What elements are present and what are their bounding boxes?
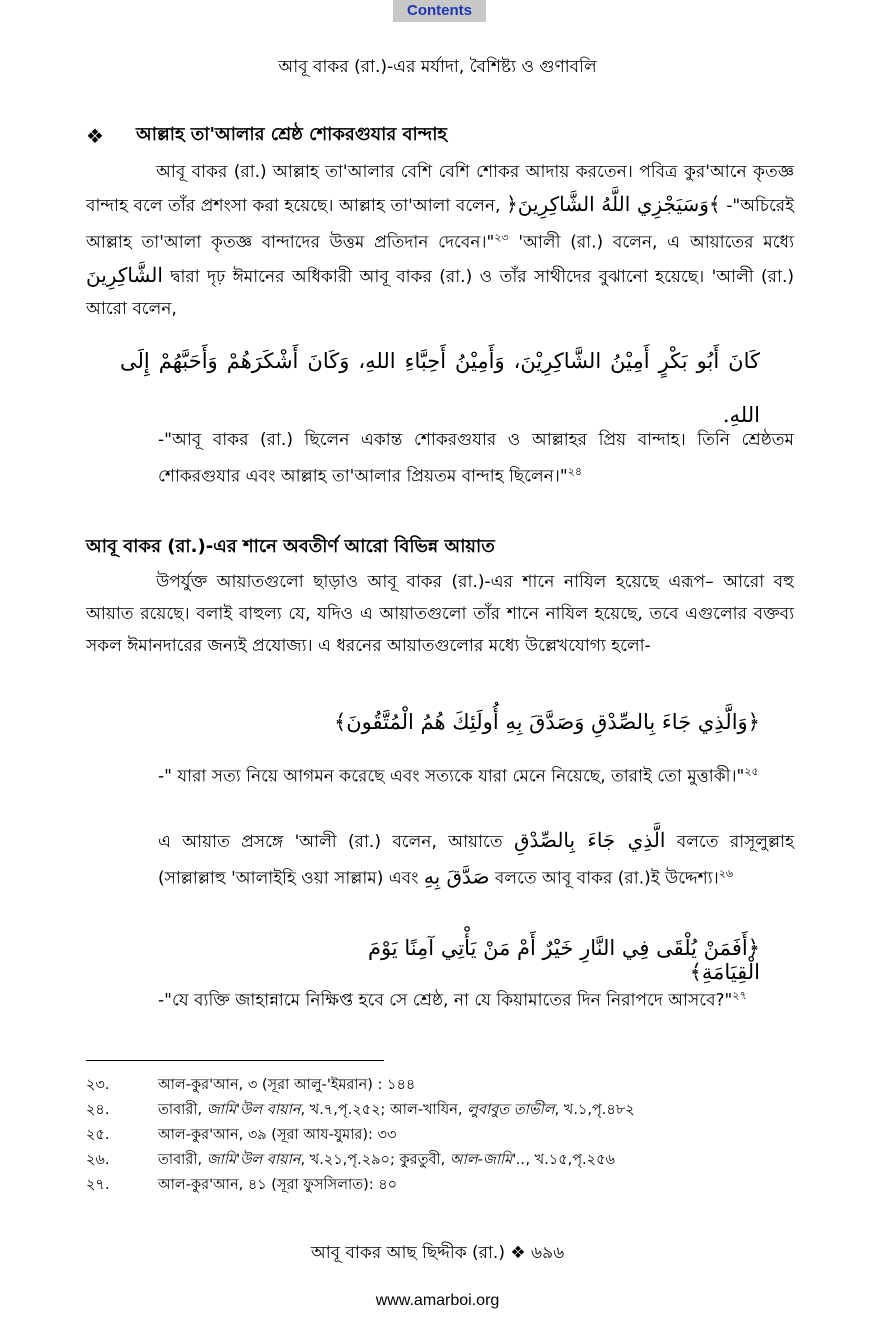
- arabic-verse: ﴿أَفَمَنْ يُلْقَى فِي النَّارِ خَيْرٌ أَمْ مَنْ يَأْتِي آمِنًا يَوْمَ الْقِيَامَةِ﴾: [367, 936, 760, 984]
- text: এ আয়াত প্রসঙ্গে 'আলী (রা.) বলেন, আয়াতে: [158, 832, 514, 852]
- translation: [158, 980, 794, 1017]
- footnote-ref[interactable]: ২৫: [744, 765, 759, 778]
- footnote-text: আল-কুর'আন, ৩ (সূরা আলু-'ইমরান) : ১৪৪: [158, 1077, 416, 1093]
- footnote-number: ২৩.: [86, 1077, 110, 1093]
- section-heading-2: আবূ বাকর (রা.)-এর শানে অবতীর্ণ আরো বিভিন্ন আয়াত: [86, 536, 495, 557]
- text: -"যে ব্যক্তি জাহান্নামে নিক্ষিপ্ত হবে সে শ্রেষ্ঠ, না যে কিয়ামাতের দিন নিরাপদে আসবে?": [158, 990, 733, 1011]
- text: বলতে আবূ বাকর (রা.)ই উদ্দেশ্য।: [489, 868, 719, 889]
- footnote-text: তাবারী, জামি'উল বায়ান, খ.৭,পৃ.২৫২; আল-খাযিন, লুবাবুত তাভীল, খ.১,পৃ.৪৮২: [158, 1102, 635, 1118]
- page-footer: আবূ বাকর আছ ছিদ্দীক (রা.) ❖ ৬৯৬: [310, 1243, 565, 1263]
- footnote-ref[interactable]: ২৭: [732, 989, 747, 1002]
- translation: [158, 424, 794, 493]
- arabic-verse: ﴿وَالَّذِي جَاءَ بِالصِّدْقِ وَصَدَّقَ بِهِ أُولَئِكَ هُمُ الْمُتَّقُونَ﴾: [333, 710, 760, 734]
- arabic-verse: ﴿وَسَيَجْزِي اللَّهُ الشَّاكِرِينَ﴾: [506, 192, 721, 216]
- footnote: [86, 1174, 397, 1196]
- arabic-quote: كَانَ أَبُو بَكْرٍ أَمِيْنُ الشَّاكِرِيْنَ، وَأَمِيْنُ أَحِبَّاءِ اللهِ، وَكَانَ أَشْكَرَهُمْ وَأَحَبَّهُمْ إِلَى اللهِ.: [120, 349, 760, 427]
- footnote-number: ২৫.: [86, 1127, 110, 1143]
- text: 'আলী (রা.) বলেন, এ আয়াতের মধ্যে: [508, 232, 794, 253]
- arabic-word: الشَّاكِرِينَ: [86, 262, 163, 287]
- footnote: [86, 1074, 415, 1096]
- running-head: আবূ বাকর (রা.)-এর মর্যাদা, বৈশিষ্ট্য ও গুণাবলি: [278, 57, 597, 77]
- text: বলতে রাসূলুল্লাহ (সাল্লাল্লাহু 'আলাইহি ওয়া সাল্লাম) এবং: [158, 832, 795, 889]
- text: -"অচিরেই আল্লাহ তা'আলা কৃতজ্ঞ বান্দাদের উত্তম প্রতিদান দেবেন।": [86, 196, 794, 253]
- text: দ্বারা দৃঢ় ঈমানের অধিকারী আবূ বাকর (রা.) ও তাঁর সাথীদের বুঝানো হয়েছে। 'আলী (রা.) আরো বলেন,: [86, 266, 794, 319]
- paragraph: [158, 824, 794, 895]
- footnote-number: ২৪.: [86, 1102, 110, 1118]
- footnote-text: তাবারী, জামি'উল বায়ান, খ.২১,পৃ.২৯০; কুরতুবী, আল-জামি'.., খ.১৫,পৃ.২৫৬: [158, 1152, 615, 1168]
- footnote-ref[interactable]: ২৩: [494, 231, 509, 244]
- footnote-number: ২৭.: [86, 1177, 110, 1193]
- footnote: [86, 1149, 615, 1171]
- translation: [158, 756, 794, 793]
- footnote-divider: [86, 1060, 384, 1061]
- section-title: আল্লাহ তা'আলার শ্রেষ্ঠ শোকরগুযার বান্দাহ: [136, 124, 447, 145]
- footnote-text: আল-কুর'আন, ৪১ (সূরা ফুসসিলাত): ৪০: [158, 1177, 398, 1193]
- contents-button[interactable]: Contents: [393, 0, 486, 22]
- footnote-ref[interactable]: ২৬: [718, 867, 734, 880]
- diamond-bullet-icon: ❖: [86, 123, 104, 148]
- footnote-text: আল-কুর'আন, ৩৯ (সূরা আয-যুমার): ৩৩: [158, 1127, 397, 1143]
- footnote-number: ২৬.: [86, 1152, 110, 1168]
- paragraph: [86, 156, 794, 325]
- paragraph: উপর্যুক্ত আয়াতগুলো ছাড়াও আবূ বাকর (রা.)-এর শানে নাযিল হয়েছে এরূপ– আরো বহু আয়াত রয়েছে। বলাই বাহুল্য যে, যদিও এ আয়াতগুলো তাঁর শানে নাযিল হয়েছে, তবে এগুলোর বক্তব্য সকল ঈমানদারের জন্যই প্রযোজ্য। এ ধরনের আয়াতগুলোর মধ্যে উল্লেখযোগ্য হলো-: [86, 572, 794, 656]
- site-url[interactable]: www.amarboi.org: [375, 1292, 500, 1309]
- arabic-word: صَدَّقَ بِهِ: [423, 864, 490, 889]
- text: -"আবূ বাকর (রা.) ছিলেন একান্ত শোকরগুযার ও আল্লাহর প্রিয় বান্দাহ। তিনি শ্রেষ্ঠতম শোকরগুযার এবং আল্লাহ তা'আলার প্রিয়তম বান্দাহ ছিলেন।": [158, 430, 794, 487]
- footnote: [86, 1124, 396, 1146]
- text: আবূ বাকর (রা.) আল্লাহ তা'আলার বেশি বেশি শোকর আদায় করতেন। পবিত্র কুর'আনে কৃতজ্ঞ বান্দাহ বলে তাঁর প্রশংসা করা হয়েছে। আল্লাহ তা'আলা বলেন,: [86, 162, 794, 216]
- section-heading-1: [86, 120, 447, 151]
- footnote: [86, 1099, 635, 1121]
- arabic-word: الَّذِي جَاءَ بِالصِّدْقِ: [513, 828, 666, 852]
- text: -" যারা সত্য নিয়ে আগমন করেছে এবং সত্যকে যারা মেনে নিয়েছে, তারাই তো মুত্তাকী।": [158, 766, 745, 787]
- footnote-ref[interactable]: ২৪: [567, 465, 582, 478]
